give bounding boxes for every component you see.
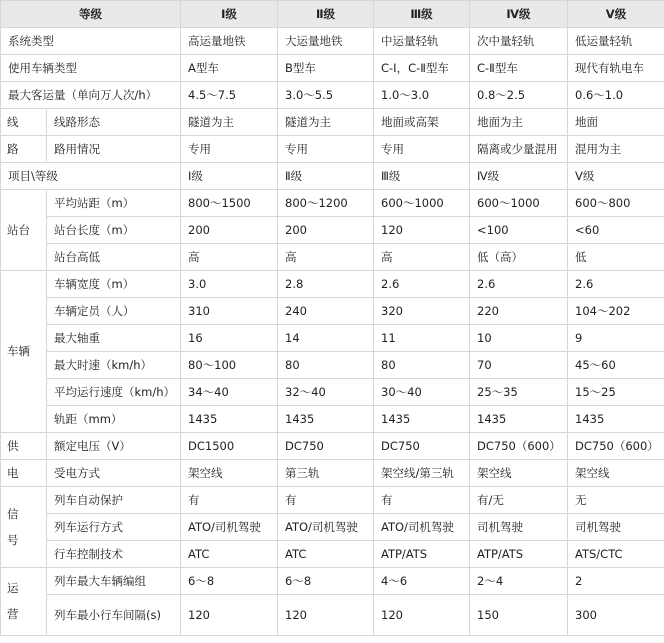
table-cell: 200 <box>278 217 374 244</box>
table-cell: A型车 <box>181 55 278 82</box>
table-cell: 现代有轨电车 <box>568 55 664 82</box>
table-cell: 600～800 <box>568 190 664 217</box>
table-row <box>1 595 664 636</box>
table-cell: 9 <box>568 325 664 352</box>
table-cell: 30～40 <box>374 379 470 406</box>
table-cell: 混用为主 <box>568 136 664 163</box>
row-label: 列车最大车辆编组 <box>47 568 181 595</box>
table-cell: ATO/司机驾驶 <box>278 514 374 541</box>
table-cell: 0.6～1.0 <box>568 82 664 109</box>
header-cell: Ⅰ级 <box>181 1 278 28</box>
table-row <box>1 190 664 217</box>
table-cell: 第三轨 <box>278 460 374 487</box>
table-cell: 地面 <box>568 109 664 136</box>
row-label: 最大时速（km/h） <box>47 352 181 379</box>
table-cell: 低（高） <box>470 244 568 271</box>
table-cell: 25～35 <box>470 379 568 406</box>
table-cell: ATS/CTC <box>568 541 664 568</box>
table-cell: 10 <box>470 325 568 352</box>
table-cell: 2 <box>568 568 664 595</box>
table-row <box>1 163 664 190</box>
table-cell: 120 <box>374 595 470 636</box>
row-label: 车辆宽度（m） <box>47 271 181 298</box>
table-cell: 1435 <box>374 406 470 433</box>
table-cell: 600～1000 <box>374 190 470 217</box>
table-row <box>1 28 664 55</box>
header-cell: Ⅲ级 <box>374 1 470 28</box>
group-label-vehicle: 车辆 <box>1 271 47 433</box>
table-cell: 隧道为主 <box>181 109 278 136</box>
group-label-power-2: 电 <box>1 460 47 487</box>
table-row <box>1 217 664 244</box>
table-cell: 专用 <box>181 136 278 163</box>
row-label: 站台长度（m） <box>47 217 181 244</box>
table-row <box>1 55 664 82</box>
group-label-station: 站台 <box>1 190 47 271</box>
table-row <box>1 379 664 406</box>
table-cell: Ⅴ级 <box>568 163 664 190</box>
table-cell: ATO/司机驾驶 <box>374 514 470 541</box>
table-cell: 800～1500 <box>181 190 278 217</box>
table-cell: 15～25 <box>568 379 664 406</box>
table-cell: <100 <box>470 217 568 244</box>
table-cell: 隔离或少量混用 <box>470 136 568 163</box>
table-cell: 310 <box>181 298 278 325</box>
table-cell: 中运量轻轨 <box>374 28 470 55</box>
table-cell: 1435 <box>470 406 568 433</box>
table-cell: 3.0～5.5 <box>278 82 374 109</box>
table-cell: 6～8 <box>181 568 278 595</box>
row-label: 项目\等级 <box>1 163 181 190</box>
table-row <box>1 271 664 298</box>
row-label: 站台高低 <box>47 244 181 271</box>
table-cell: 2.8 <box>278 271 374 298</box>
group-label-signal <box>1 487 47 568</box>
table-row <box>1 433 664 460</box>
row-label: 轨距（mm） <box>47 406 181 433</box>
row-label: 线路形态 <box>47 109 181 136</box>
table-cell: 有 <box>181 487 278 514</box>
table-cell: 200 <box>181 217 278 244</box>
group-label-char: 营 <box>7 607 19 621</box>
table-cell: 6～8 <box>278 568 374 595</box>
table-cell: 1435 <box>278 406 374 433</box>
table-cell: 架空线 <box>568 460 664 487</box>
table-cell: 高 <box>374 244 470 271</box>
table-row <box>1 406 664 433</box>
table-cell: 0.8～2.5 <box>470 82 568 109</box>
table-row <box>1 568 664 595</box>
row-label: 车辆定员（人） <box>47 298 181 325</box>
table-cell: 80 <box>374 352 470 379</box>
table-cell: 34～40 <box>181 379 278 406</box>
table-cell: 14 <box>278 325 374 352</box>
table-row <box>1 109 664 136</box>
table-cell: 有 <box>278 487 374 514</box>
table-cell: 80 <box>278 352 374 379</box>
table-cell: ATO/司机驾驶 <box>181 514 278 541</box>
table-cell: ATC <box>278 541 374 568</box>
group-label-char: 号 <box>7 532 19 547</box>
group-label-char: 信 <box>7 506 19 521</box>
table-cell: 低运量轻轨 <box>568 28 664 55</box>
table-cell: 240 <box>278 298 374 325</box>
group-label-line-1: 线 <box>1 109 47 136</box>
table-cell: 120 <box>374 217 470 244</box>
table-cell: 地面或高架 <box>374 109 470 136</box>
table-cell: 有/无 <box>470 487 568 514</box>
table-row <box>1 460 664 487</box>
table-cell: 3.0 <box>181 271 278 298</box>
table-cell: 高运量地铁 <box>181 28 278 55</box>
row-label: 平均站距（m） <box>47 190 181 217</box>
row-label: 使用车辆类型 <box>1 55 181 82</box>
table-cell: ATP/ATS <box>470 541 568 568</box>
table-cell: Ⅳ级 <box>470 163 568 190</box>
table-row <box>1 298 664 325</box>
table-cell: 300 <box>568 595 664 636</box>
table-cell: 104～202 <box>568 298 664 325</box>
table-cell: 架空线/第三轨 <box>374 460 470 487</box>
group-label-ops <box>1 568 47 636</box>
table-cell: 1435 <box>568 406 664 433</box>
table-row <box>1 244 664 271</box>
table-cell: 80～100 <box>181 352 278 379</box>
table-cell: 1435 <box>181 406 278 433</box>
table-cell: 70 <box>470 352 568 379</box>
table-cell: 司机驾驶 <box>568 514 664 541</box>
table-cell: 150 <box>470 595 568 636</box>
header-cell: Ⅴ级 <box>568 1 664 28</box>
table-cell: DC1500 <box>181 433 278 460</box>
table-cell: 高 <box>181 244 278 271</box>
table-cell: C-Ⅰ，C-Ⅱ型车 <box>374 55 470 82</box>
table-cell: 专用 <box>374 136 470 163</box>
table-cell: Ⅱ级 <box>278 163 374 190</box>
table-cell: Ⅰ级 <box>181 163 278 190</box>
table-cell: DC750 <box>278 433 374 460</box>
table-cell: Ⅲ级 <box>374 163 470 190</box>
table-cell: 2～4 <box>470 568 568 595</box>
table-cell: 2.6 <box>374 271 470 298</box>
table-cell: 320 <box>374 298 470 325</box>
table-cell: 次中量轻轨 <box>470 28 568 55</box>
table-cell: 45～60 <box>568 352 664 379</box>
row-label: 额定电压（V） <box>47 433 181 460</box>
table-row <box>1 514 664 541</box>
table-row <box>1 82 664 109</box>
table-cell: 120 <box>181 595 278 636</box>
table-row <box>1 136 664 163</box>
table-cell: 2.6 <box>568 271 664 298</box>
table-cell: 隧道为主 <box>278 109 374 136</box>
table-cell: C-Ⅱ型车 <box>470 55 568 82</box>
table-cell: 2.6 <box>470 271 568 298</box>
table-cell: ATP/ATS <box>374 541 470 568</box>
table-cell: 司机驾驶 <box>470 514 568 541</box>
table-row <box>1 487 664 514</box>
group-label-power-1: 供 <box>1 433 47 460</box>
table-cell: 4.5～7.5 <box>181 82 278 109</box>
row-label: 行车控制技术 <box>47 541 181 568</box>
table-cell: DC750（600） <box>470 433 568 460</box>
row-label: 最大客运量（单向万人次/h） <box>1 82 181 109</box>
row-label: 最大轴重 <box>47 325 181 352</box>
table-cell: <60 <box>568 217 664 244</box>
row-label: 列车运行方式 <box>47 514 181 541</box>
table-cell: 低 <box>568 244 664 271</box>
row-label: 系统类型 <box>1 28 181 55</box>
table-cell: 无 <box>568 487 664 514</box>
table-cell: 32～40 <box>278 379 374 406</box>
row-label: 列车自动保护 <box>47 487 181 514</box>
table-cell: 11 <box>374 325 470 352</box>
row-label: 列车最小行车间隔(s) <box>47 595 181 636</box>
table-cell: 专用 <box>278 136 374 163</box>
header-row <box>1 1 664 28</box>
header-cell: Ⅳ级 <box>470 1 568 28</box>
table-cell: DC750（600） <box>568 433 664 460</box>
table-row <box>1 325 664 352</box>
table-cell: 有 <box>374 487 470 514</box>
header-cell: Ⅱ级 <box>278 1 374 28</box>
table-cell: 1.0～3.0 <box>374 82 470 109</box>
table-row <box>1 541 664 568</box>
table-cell: 大运量地铁 <box>278 28 374 55</box>
row-label: 路用情况 <box>47 136 181 163</box>
table-cell: 600～1000 <box>470 190 568 217</box>
header-cell: 等级 <box>1 1 181 28</box>
table-cell: 16 <box>181 325 278 352</box>
row-label: 受电方式 <box>47 460 181 487</box>
table-cell: DC750 <box>374 433 470 460</box>
table-cell: 高 <box>278 244 374 271</box>
table-cell: 架空线 <box>470 460 568 487</box>
table-cell: 220 <box>470 298 568 325</box>
table-cell: 120 <box>278 595 374 636</box>
group-label-char: 运 <box>7 581 19 595</box>
row-label: 平均运行速度（km/h） <box>47 379 181 406</box>
table-cell: B型车 <box>278 55 374 82</box>
table-cell: 4～6 <box>374 568 470 595</box>
table-cell: 地面为主 <box>470 109 568 136</box>
group-label-line-2: 路 <box>1 136 47 163</box>
table-row <box>1 352 664 379</box>
table-cell: ATC <box>181 541 278 568</box>
table-cell: 800～1200 <box>278 190 374 217</box>
table-cell: 架空线 <box>181 460 278 487</box>
